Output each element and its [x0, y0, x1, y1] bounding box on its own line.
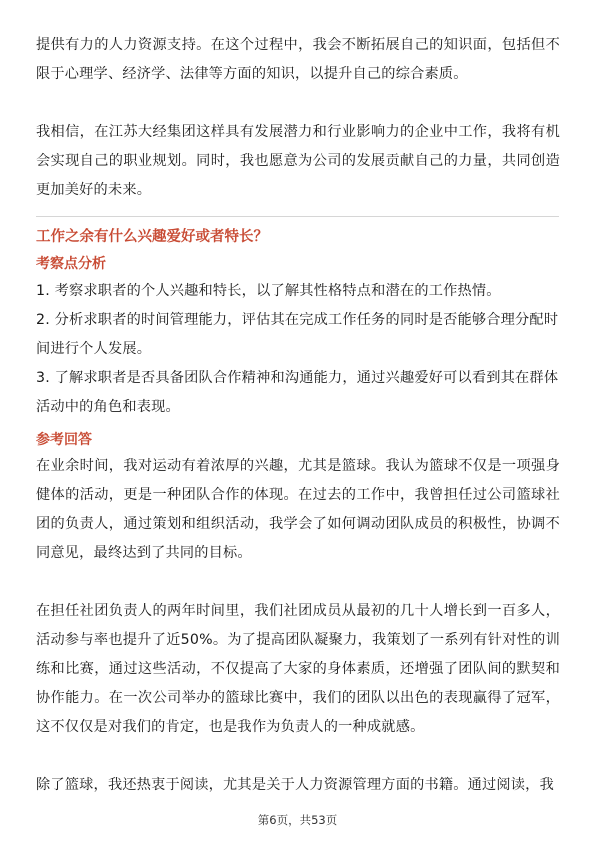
page-number-footer: 第6页，共53页 [257, 813, 338, 827]
interview-question: 工作之余有什么兴趣爱好或者特长？ [36, 229, 268, 245]
answer-title: 参考回答 [36, 432, 92, 448]
analysis-item-1: 1. 考察求职者的个人兴趣和特长，以了解其性格特点和潜在的工作热情。 [36, 283, 501, 299]
paragraph-career-plan: 我相信，在江苏大经集团这样具有发展潜力和行业影响力的企业中工作，我将有机会实现自己的职业规划。同时，我也愿意为公司的发展贡献自己的力量，共同创造更加美好的未来。 [36, 124, 560, 198]
section-divider [36, 216, 559, 217]
analysis-title: 考察点分析 [36, 256, 106, 272]
analysis-item-2: 2. 分析求职者的时间管理能力，评估其在完成工作任务的同时是否能够合理分配时间进行个人发展。 [36, 312, 559, 357]
paragraph-intro-continued: 提供有力的人力资源支持。在这个过程中，我会不断拓展自己的知识面，包括但不限于心理学、经济学、法律等方面的知识，以提升自己的综合素质。 [36, 37, 560, 82]
answer-paragraph-reading: 除了篮球，我还热衷于阅读，尤其是关于人力资源管理方面的书籍。通过阅读，我 [36, 777, 554, 793]
analysis-item-3: 3. 了解求职者是否具备团队合作精神和沟通能力，通过兴趣爱好可以看到其在群体活动中的角色和表现。 [36, 370, 559, 415]
answer-paragraph-club-leader: 在担任社团负责人的两年时间里，我们社团成员从最初的几十人增长到一百多人，活动参与率也提升了近50%。为了提高团队凝聚力，我策划了一系列有针对性的训练和比赛，通过这些活动，不仅提高了大家的身体素质，还增强了团队间的默契和协作能力。在一次公司举办的篮球比赛中，我们的团队以出色的表现赢得了冠军，这不仅仅是对我们的肯定，也是我作为负责人的一种成就感。 [36, 603, 560, 735]
answer-paragraph-basketball: 在业余时间，我对运动有着浓厚的兴趣，尤其是篮球。我认为篮球不仅是一项强身健体的活动，更是一种团队合作的体现。在过去的工作中，我曾担任过公司篮球社团的负责人，通过策划和组织活动，我学会了如何调动团队成员的积极性，协调不同意见，最终达到了共同的目标。 [36, 458, 560, 561]
